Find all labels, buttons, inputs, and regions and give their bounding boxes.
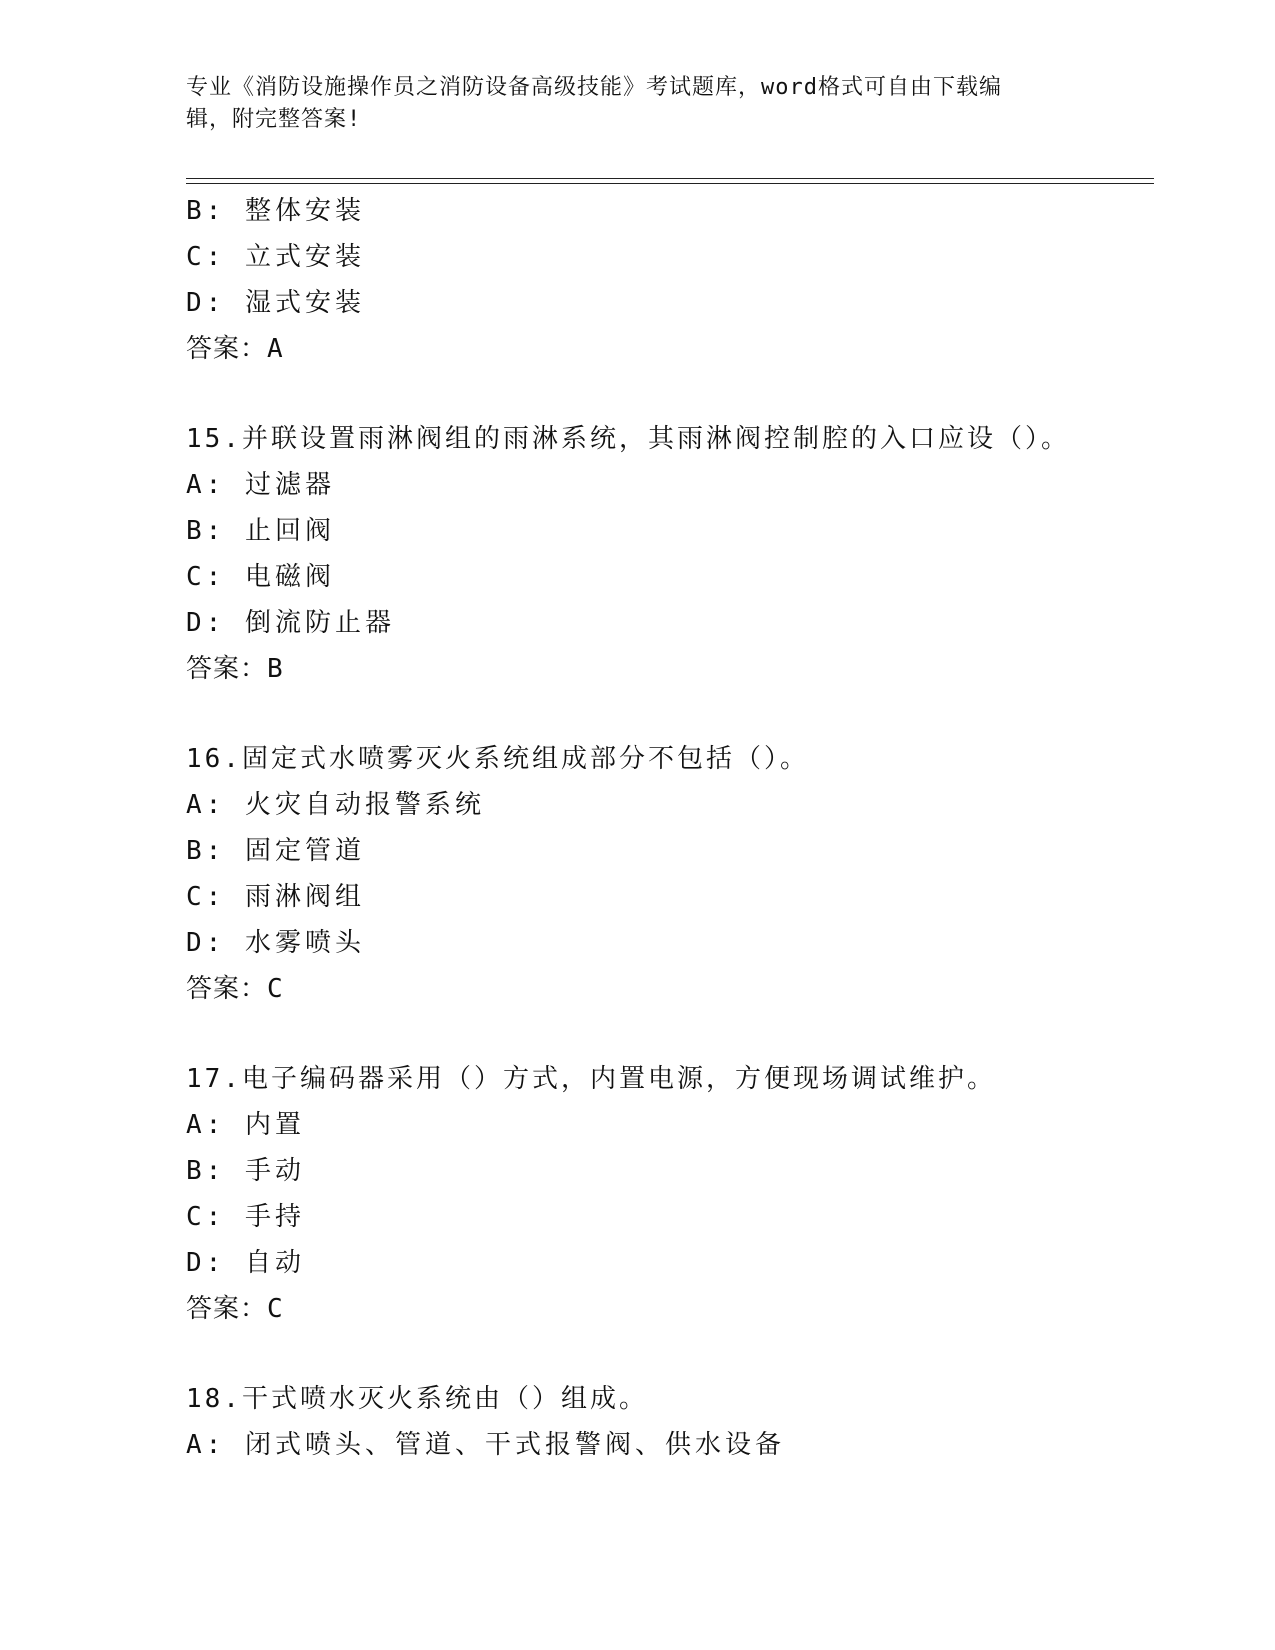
option-c: C: 手持 [186,1202,305,1232]
header-rule-top [186,178,1154,179]
option-a: A: 火灾自动报警系统 [186,790,485,820]
document-header [186,72,1066,136]
question-16 [186,736,1154,1012]
question-list [186,188,1154,1468]
question-stem: 18.干式喷水灭火系统由（）组成。 [186,1384,648,1414]
option-a: A: 过滤器 [186,470,335,500]
answer: 答案：C [186,974,284,1004]
header-line-1: 专业《消防设施操作员之消防设备高级技能》考试题库，word格式可自由下载编 [186,75,1002,100]
answer: 答案：A [186,334,284,364]
question-stem: 16.固定式水喷雾灭火系统组成部分不包括（）。 [186,744,809,774]
option-a: A: 内置 [186,1110,305,1140]
question-stem: 15.并联设置雨淋阀组的雨淋系统，其雨淋阀控制腔的入口应设（）。 [186,424,1070,454]
option-c: C: 立式安装 [186,242,365,272]
question-stem: 17.电子编码器采用（）方式，内置电源，方便现场调试维护。 [186,1064,996,1094]
option-b: B: 手动 [186,1156,305,1186]
question-18 [186,1376,1154,1468]
question-14-continued [186,188,1154,372]
option-d: D: 水雾喷头 [186,928,365,958]
option-c: C: 电磁阀 [186,562,335,592]
option-b: B: 止回阀 [186,516,335,546]
option-b: B: 整体安装 [186,196,365,226]
header-rule-bottom [186,183,1154,184]
option-a: A: 闭式喷头、管道、干式报警阀、供水设备 [186,1430,785,1460]
header-line-2: 辑，附完整答案! [186,107,362,132]
option-d: D: 倒流防止器 [186,608,395,638]
answer: 答案：C [186,1294,284,1324]
option-d: D: 湿式安装 [186,288,365,318]
option-c: C: 雨淋阀组 [186,882,365,912]
question-15 [186,416,1154,692]
option-d: D: 自动 [186,1248,305,1278]
option-b: B: 固定管道 [186,836,365,866]
question-17 [186,1056,1154,1332]
answer: 答案：B [186,654,284,684]
